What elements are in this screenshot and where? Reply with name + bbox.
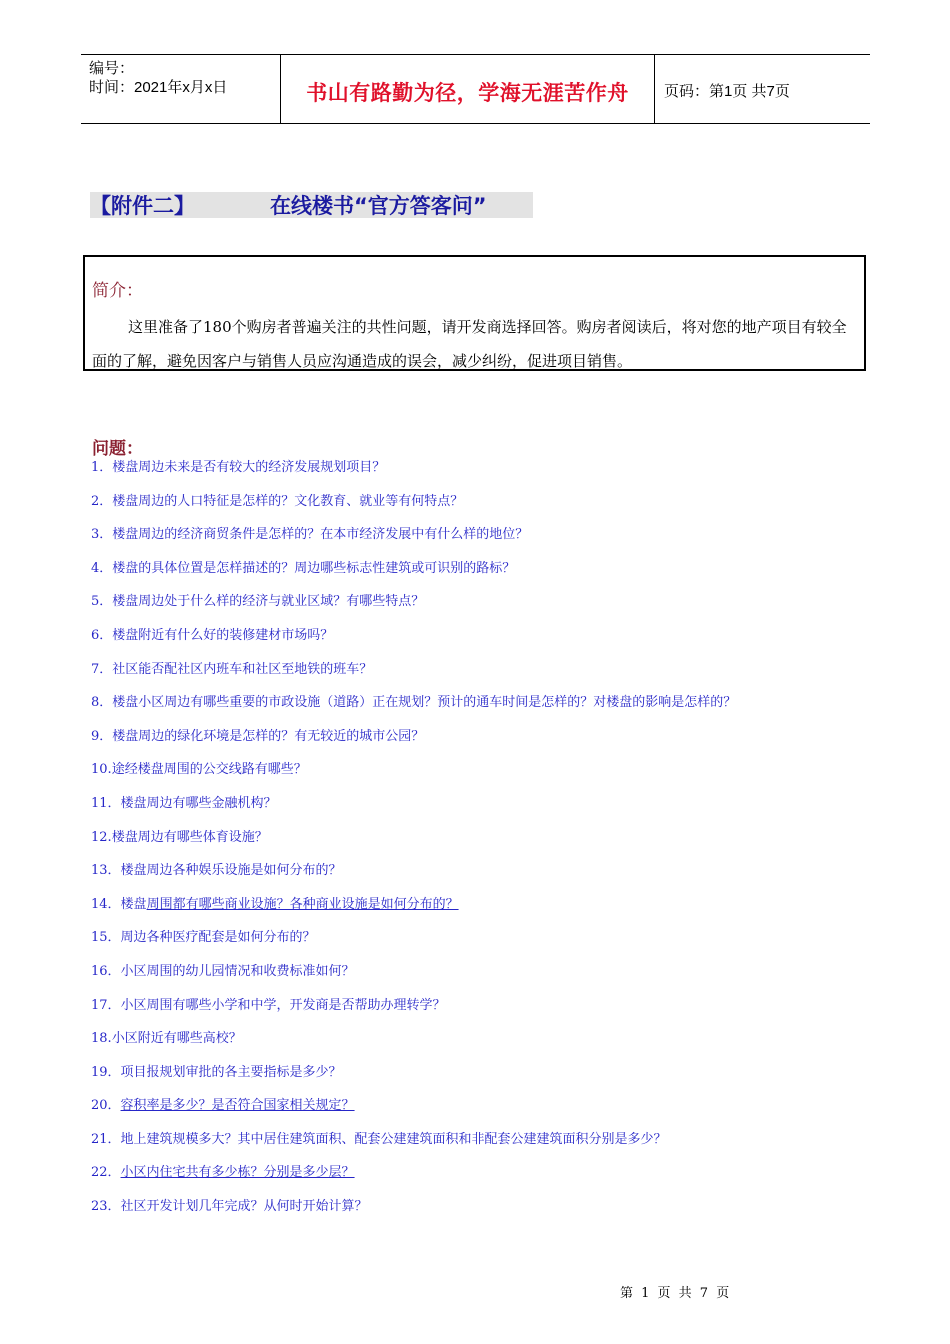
question-item bbox=[91, 561, 871, 595]
question-number: 22． bbox=[91, 1165, 121, 1181]
question-item bbox=[91, 863, 871, 897]
question-text: 楼盘周边未来是否有较大的经济发展规划项目？ bbox=[112, 460, 386, 475]
document-header bbox=[81, 54, 870, 124]
question-item bbox=[91, 998, 871, 1032]
question-item bbox=[91, 628, 871, 662]
question-text: 楼盘周边有哪些体育设施？ bbox=[111, 829, 268, 845]
question-number: 16． bbox=[91, 963, 121, 979]
question-text: 小区周围有哪些小学和中学，开发商是否帮助办理转学？ bbox=[120, 997, 446, 1013]
question-number: 18. bbox=[91, 1031, 112, 1047]
question-text: 小区周围的幼儿园情况和收费标准如何？ bbox=[120, 963, 355, 979]
question-number: 21． bbox=[91, 1131, 121, 1147]
questions-heading: 问题： bbox=[92, 439, 143, 459]
header-motto: 书山有路勤为径，学海无涯苦作舟 bbox=[306, 81, 629, 105]
question-text: 楼盘周边的绿化环境是怎样的？有无较近的城市公园？ bbox=[112, 728, 425, 744]
question-item bbox=[91, 729, 871, 763]
question-text: 楼盘周边的人口特征是怎样的？文化教育、就业等有何特点？ bbox=[112, 493, 464, 509]
question-item bbox=[91, 460, 871, 494]
question-item bbox=[91, 762, 871, 796]
intro-box bbox=[83, 255, 866, 371]
question-item bbox=[91, 1132, 871, 1166]
question-number: 3． bbox=[91, 527, 113, 543]
question-text: 社区能否配社区内班车和社区至地铁的班车？ bbox=[112, 661, 373, 677]
intro-label: 简介： bbox=[92, 281, 143, 301]
question-text: 途经楼盘周围的公交线路有哪些？ bbox=[111, 762, 307, 778]
question-list bbox=[91, 460, 871, 1233]
header-meta bbox=[89, 59, 279, 97]
question-text: 楼盘周边的经济商贸条件是怎样的？在本市经济发展中有什么样的地位？ bbox=[112, 527, 529, 543]
question-number: 1． bbox=[91, 460, 113, 475]
question-item bbox=[91, 897, 871, 931]
question-number: 17． bbox=[91, 997, 121, 1013]
question-number: 2． bbox=[91, 493, 113, 509]
question-number: 23． bbox=[91, 1199, 121, 1215]
question-number: 20． bbox=[91, 1098, 121, 1114]
question-item bbox=[91, 830, 871, 864]
question-number: 9． bbox=[91, 728, 113, 744]
question-item bbox=[91, 1098, 871, 1132]
question-text: 项目报规划审批的各主要指标是多少？ bbox=[120, 1064, 342, 1080]
time-label: 时间：2021年x月x日 bbox=[89, 79, 228, 96]
question-item bbox=[91, 964, 871, 998]
question-item bbox=[91, 930, 871, 964]
page-footer: 第 1 页 共 7 页 bbox=[620, 1286, 730, 1301]
question-number: 12. bbox=[91, 829, 112, 845]
question-text: 楼盘周边各种娱乐设施是如何分布的？ bbox=[120, 863, 342, 879]
question-number: 4． bbox=[91, 560, 113, 576]
question-text: 楼盘的具体位置是怎样描述的？周边哪些标志性建筑或可识别的路标？ bbox=[112, 560, 516, 576]
number-label: 编号： bbox=[89, 60, 135, 77]
question-number: 11． bbox=[91, 795, 121, 811]
question-number: 13． bbox=[91, 863, 121, 879]
question-prefix: 楼盘 bbox=[120, 896, 147, 912]
question-text: 小区内住宅共有多少栋？分别是多少层？ bbox=[120, 1165, 355, 1181]
question-text: 周围都有哪些商业设施？各种商业设施是如何分布的？ bbox=[146, 896, 459, 912]
intro-text: 这里准备了180个购房者普遍关注的共性问题，请开发商选择回答。购房者阅读后，将对您的地产项目有较全面的了解，避免因客户与销售人员应沟通造成的误会，减少纠纷，促进项目销售。 bbox=[92, 318, 847, 370]
attachment-label: 【附件二】 bbox=[90, 194, 195, 218]
question-text: 容积率是多少？是否符合国家相关规定？ bbox=[120, 1098, 355, 1114]
question-text: 楼盘周边处于什么样的经济与就业区域？有哪些特点？ bbox=[112, 594, 425, 610]
question-item bbox=[91, 1031, 871, 1065]
question-number: 5． bbox=[91, 594, 113, 610]
question-number: 15． bbox=[91, 930, 121, 946]
question-text: 楼盘周边有哪些金融机构？ bbox=[120, 795, 277, 811]
question-number: 7． bbox=[91, 661, 113, 677]
question-item bbox=[91, 1165, 871, 1199]
question-item bbox=[91, 796, 871, 830]
question-item bbox=[91, 662, 871, 696]
question-text: 小区附近有哪些高校？ bbox=[111, 1031, 242, 1047]
question-number: 8． bbox=[91, 695, 113, 711]
header-page-info: 页码：第1页 共7页 bbox=[664, 83, 790, 100]
question-text: 周边各种医疗配套是如何分布的？ bbox=[120, 930, 316, 946]
question-text: 地上建筑规模多大？其中居住建筑面积、配套公建建筑面积和非配套公建建筑面积分别是多少？ bbox=[120, 1131, 667, 1147]
question-number: 6． bbox=[91, 627, 113, 643]
question-item bbox=[91, 494, 871, 528]
question-text: 社区开发计划几年完成？从何时开始计算？ bbox=[120, 1199, 368, 1215]
question-number: 19． bbox=[91, 1064, 121, 1080]
header-divider bbox=[654, 55, 655, 123]
page-title: 在线楼书“官方答客问” bbox=[270, 194, 487, 218]
question-number: 10. bbox=[91, 762, 112, 778]
question-item bbox=[91, 695, 871, 729]
question-text: 楼盘小区周边有哪些重要的市政设施（道路）正在规划？预计的通车时间是怎样的？对楼盘的影响是怎样的？ bbox=[112, 695, 737, 711]
question-text: 楼盘附近有什么好的装修建材市场吗？ bbox=[112, 627, 334, 643]
question-item bbox=[91, 527, 871, 561]
question-item bbox=[91, 1199, 871, 1233]
question-item bbox=[91, 594, 871, 628]
question-item bbox=[91, 1065, 871, 1099]
question-number: 14． bbox=[91, 896, 121, 912]
